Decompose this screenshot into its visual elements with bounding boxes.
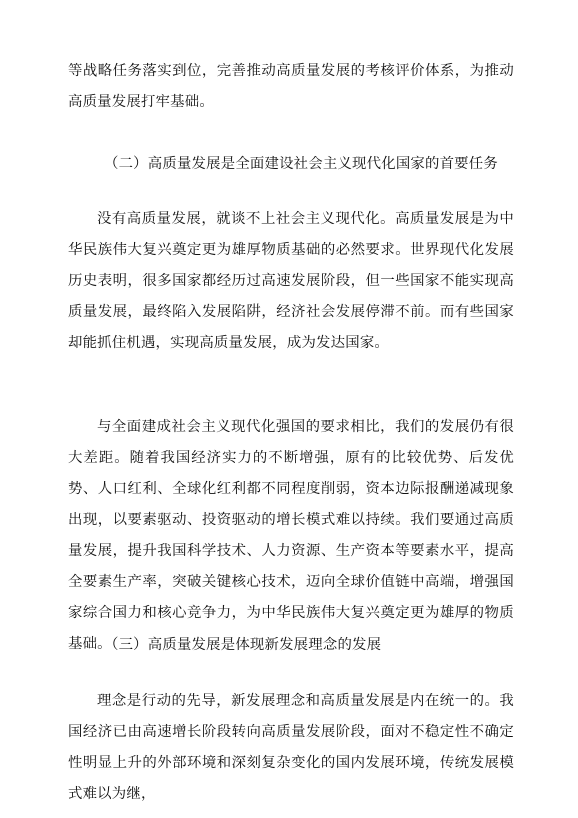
paragraph-2b: 与全面建成社会主义现代化强国的要求相比，我们的发展仍有很大差距。随着我国经济实力的不断增强，原有的比较优势、后发优势、人口红利、全球化红利都不同程度削弱，资本边际报酬递减现象出现，以要素驱动、投资驱动的增长模式难以持续。我们要通过高质量发展，提升我国科学技术、人力资源、生产资本等要素水平，提高全要素生产率，突破关键核心技术，迈向全球价值链中高端，增强国家综合国力和核心竞争力，为中华民族伟大复兴奠定更为雄厚的物质基础。	[68, 419, 514, 652]
paragraph-2a: 没有高质量发展，就谈不上社会主义现代化。高质量发展是为中华民族伟大复兴奠定更为雄厚物质基础的必然要求。世界现代化发展历史表明，很多国家都经历过高速发展阶段，但一些国家不能实现高质量发展，最终陷入发展陷阱，经济社会发展停滞不前。而有些国家却能抓住机遇，实现高质量发展，成为发达国家。	[68, 211, 514, 351]
section-heading-2: （二）高质量发展是全面建设社会主义现代化国家的首要任务	[104, 156, 498, 172]
paragraph-3a: 理念是行动的先导，新发展理念和高质量发展是内在统一的。我国经济已由高速增长阶段转向高质量发展阶段，面对不稳定性不确定性明显上升的外部环境和深刻复杂变化的国内发展环境，传统发展模式难以为继，	[68, 693, 514, 802]
paragraph-carryover: 等战略任务落实到位，完善推动高质量发展的考核评价体系，为推动高质量发展打牢基础。	[68, 63, 514, 110]
section-heading-3: （三）高质量发展是体现新发展理念的发展	[104, 637, 382, 653]
